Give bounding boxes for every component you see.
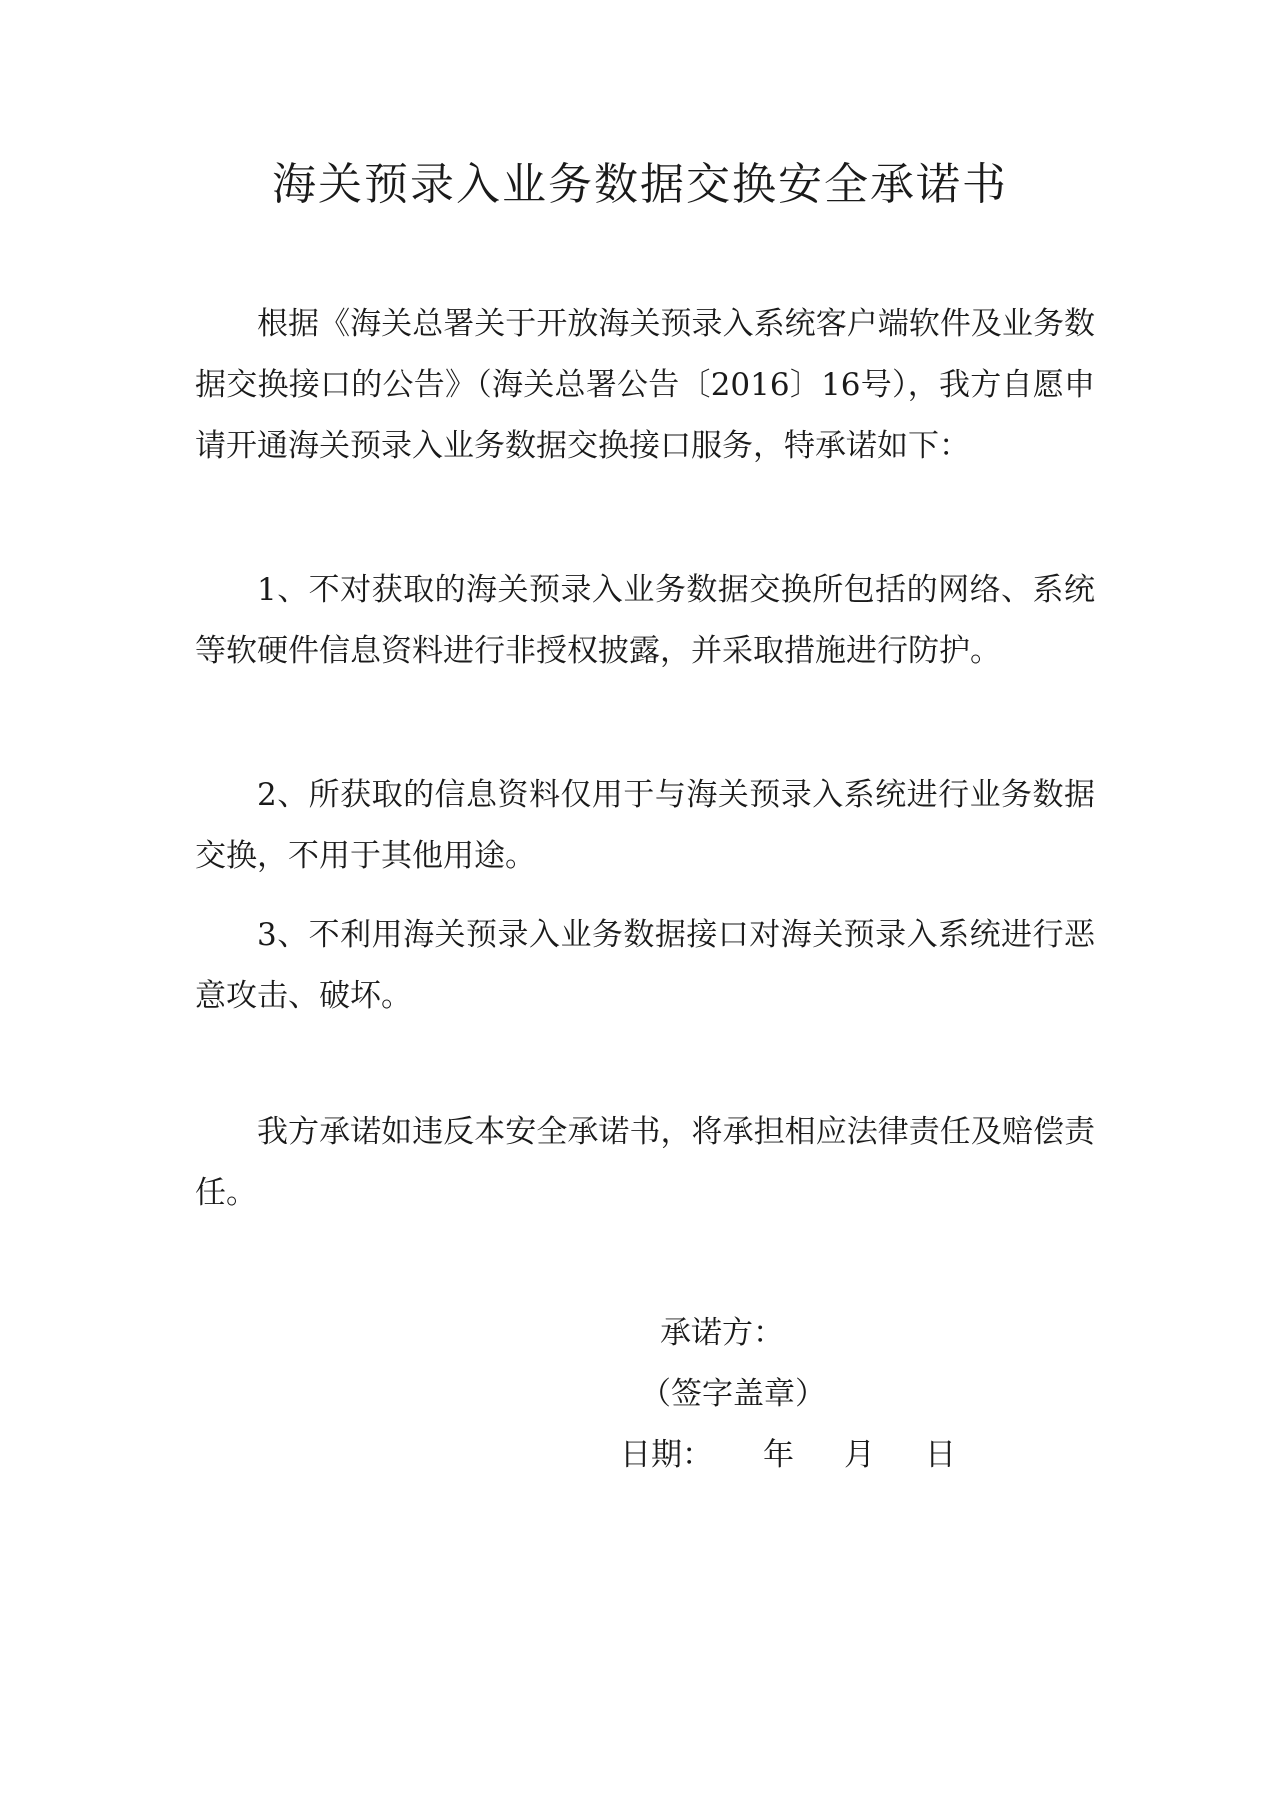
commitment-item-2: 2、所获取的信息资料仅用于与海关预录入系统进行业务数据交换，不用于其他用途。 [195,777,1095,874]
promiser-label: 承诺方： [660,1315,784,1351]
date-label: 日期： [620,1437,713,1473]
intro-paragraph: 根据《海关总署关于开放海关预录入系统客户端软件及业务数据交换接口的公告》（海关总署公告〔2016〕16号），我方自愿申请开通海关预录入业务数据交换接口服务，特承诺如下： [195,306,1095,464]
signature-block [620,1303,1040,1486]
commitment-item-3: 3、不利用海关预录入业务数据接口对海关预录入系统进行恶意攻击、破坏。 [195,917,1095,1014]
date-day: 日 [925,1437,956,1473]
date-year: 年 [763,1437,794,1473]
closing-paragraph: 我方承诺如违反本安全承诺书，将承担相应法律责任及赔偿责任。 [195,1114,1095,1211]
commitment-item-1: 1、不对获取的海关预录入业务数据交换所包括的网络、系统等软硬件信息资料进行非授权披露，并采取措施进行防护。 [195,572,1095,669]
date-month: 月 [844,1437,875,1473]
document-title: 海关预录入业务数据交换安全承诺书 [272,159,1008,210]
seal-note: （签字盖章） [640,1376,826,1412]
date-line [620,1425,1040,1486]
